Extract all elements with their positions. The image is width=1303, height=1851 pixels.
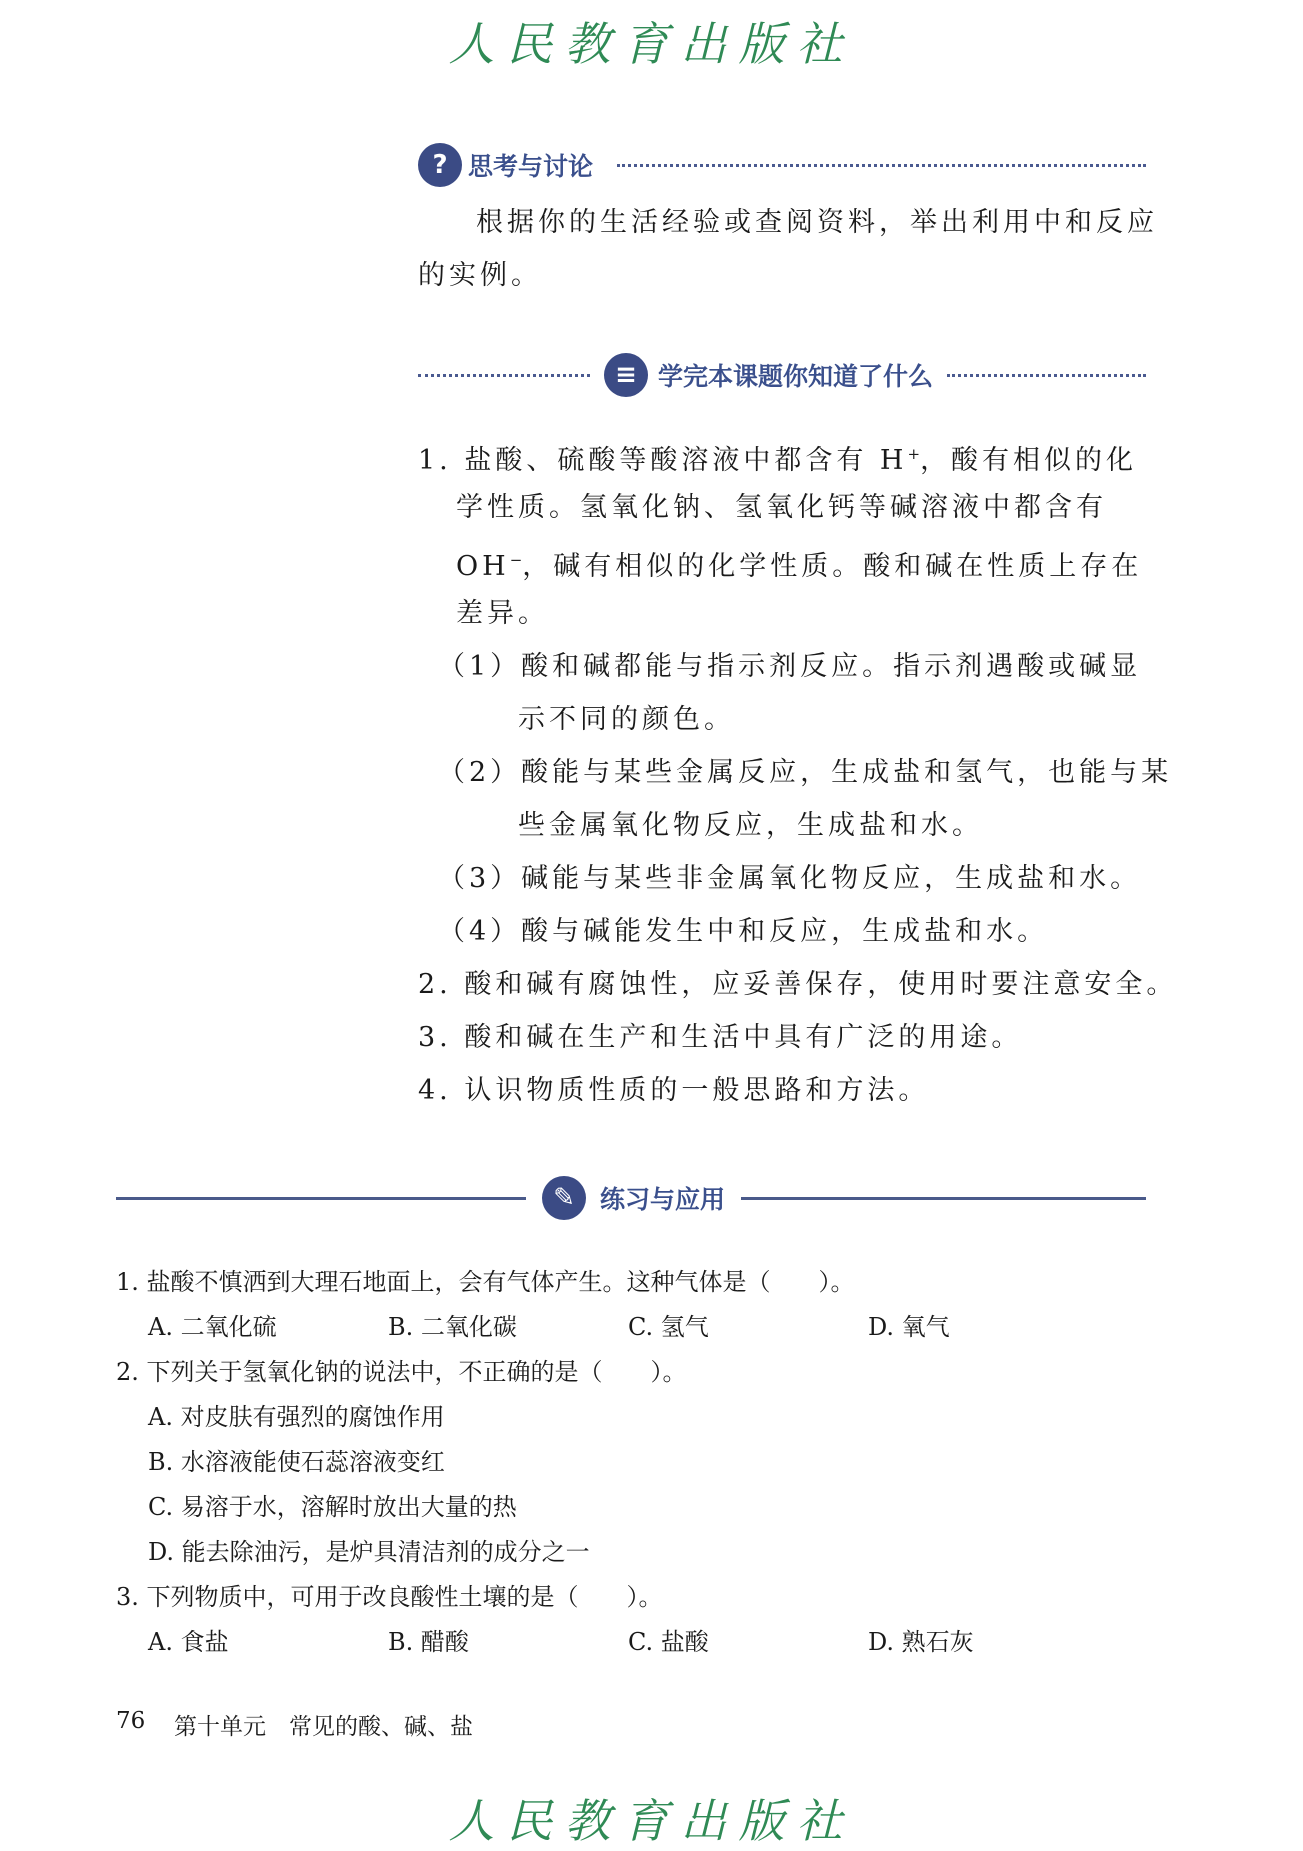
question-3: 3. 下列物质中，可用于改良酸性土壤的是（ ）。 <box>116 1583 663 1611</box>
question-2: 2. 下列关于氢氧化钠的说法中，不正确的是（ ）。 <box>116 1358 687 1386</box>
summary-line: 差异。 <box>456 598 549 629</box>
summary-point-4: 4. 认识物质性质的一般思路和方法。 <box>418 1075 930 1106</box>
option: B. 水溶液能使石蕊溶液变红 <box>148 1448 445 1476</box>
option: C. 氢气 <box>628 1313 709 1341</box>
summary-line: 些金属氧化物反应，生成盐和水。 <box>518 810 983 841</box>
summary-title: 学完本课题你知道了什么 <box>658 362 934 391</box>
exercises-header <box>116 1176 1146 1220</box>
publisher-watermark-top: 人民教育出版社 <box>448 17 855 71</box>
summary-subpoint-1: （1）酸和碱都能与指示剂反应。指示剂遇酸或碱显 <box>438 651 1142 682</box>
book-icon: ≡ <box>604 353 648 397</box>
option: A. 二氧化硫 <box>148 1313 277 1341</box>
option: D. 氧气 <box>868 1313 950 1341</box>
option: C. 易溶于水，溶解时放出大量的热 <box>148 1493 517 1521</box>
summary-line: 示不同的颜色。 <box>518 704 735 735</box>
exercises-title: 练习与应用 <box>600 1185 726 1214</box>
summary-subpoint-4: （4）酸与碱能发生中和反应，生成盐和水。 <box>438 916 1049 947</box>
publisher-watermark-bottom: 人民教育出版社 <box>448 1794 855 1848</box>
summary-divider-right <box>947 374 1146 377</box>
option: A. 对皮肤有强烈的腐蚀作用 <box>148 1403 445 1431</box>
discuss-title: 思考与讨论 <box>468 152 594 181</box>
summary-point-2: 2. 酸和碱有腐蚀性，应妥善保存，使用时要注意安全。 <box>418 969 1178 1000</box>
summary-header <box>418 353 1146 397</box>
discuss-divider <box>617 164 1146 167</box>
summary-line: 学性质。氢氧化钠、氢氧化钙等碱溶液中都含有 <box>456 492 1107 523</box>
exercises-divider-left <box>116 1197 526 1200</box>
question-1: 1. 盐酸不慎洒到大理石地面上，会有气体产生。这种气体是（ ）。 <box>116 1268 855 1296</box>
summary-subpoint-2: （2）酸能与某些金属反应，生成盐和氢气，也能与某 <box>438 757 1173 788</box>
option: D. 能去除油污，是炉具清洁剂的成分之一 <box>148 1538 590 1566</box>
summary-subpoint-3: （3）碱能与某些非金属氧化物反应，生成盐和水。 <box>438 863 1142 894</box>
option: B. 醋酸 <box>388 1628 469 1656</box>
summary-point-1: 1. 盐酸、硫酸等酸溶液中都含有 H+，酸有相似的化 <box>418 445 1138 476</box>
exercises-divider-right <box>741 1197 1146 1200</box>
discuss-line: 的实例。 <box>418 260 542 291</box>
option: B. 二氧化碳 <box>388 1313 517 1341</box>
discuss-line: 根据你的生活经验或查阅资料，举出利用中和反应 <box>476 207 1158 238</box>
option: D. 熟石灰 <box>868 1628 974 1656</box>
pen-icon: ✎ <box>542 1176 586 1220</box>
option: C. 盐酸 <box>628 1628 709 1656</box>
discuss-header <box>418 143 1146 187</box>
summary-divider-left <box>418 374 590 377</box>
summary-point-3: 3. 酸和碱在生产和生活中具有广泛的用途。 <box>418 1022 1023 1053</box>
question-icon: ? <box>418 143 462 187</box>
unit-title: 第十单元 常见的酸、碱、盐 <box>174 1714 473 1740</box>
summary-line: OH−，碱有相似的化学性质。酸和碱在性质上存在 <box>456 551 1143 582</box>
page-number: 76 <box>116 1708 146 1734</box>
option: A. 食盐 <box>148 1628 229 1656</box>
